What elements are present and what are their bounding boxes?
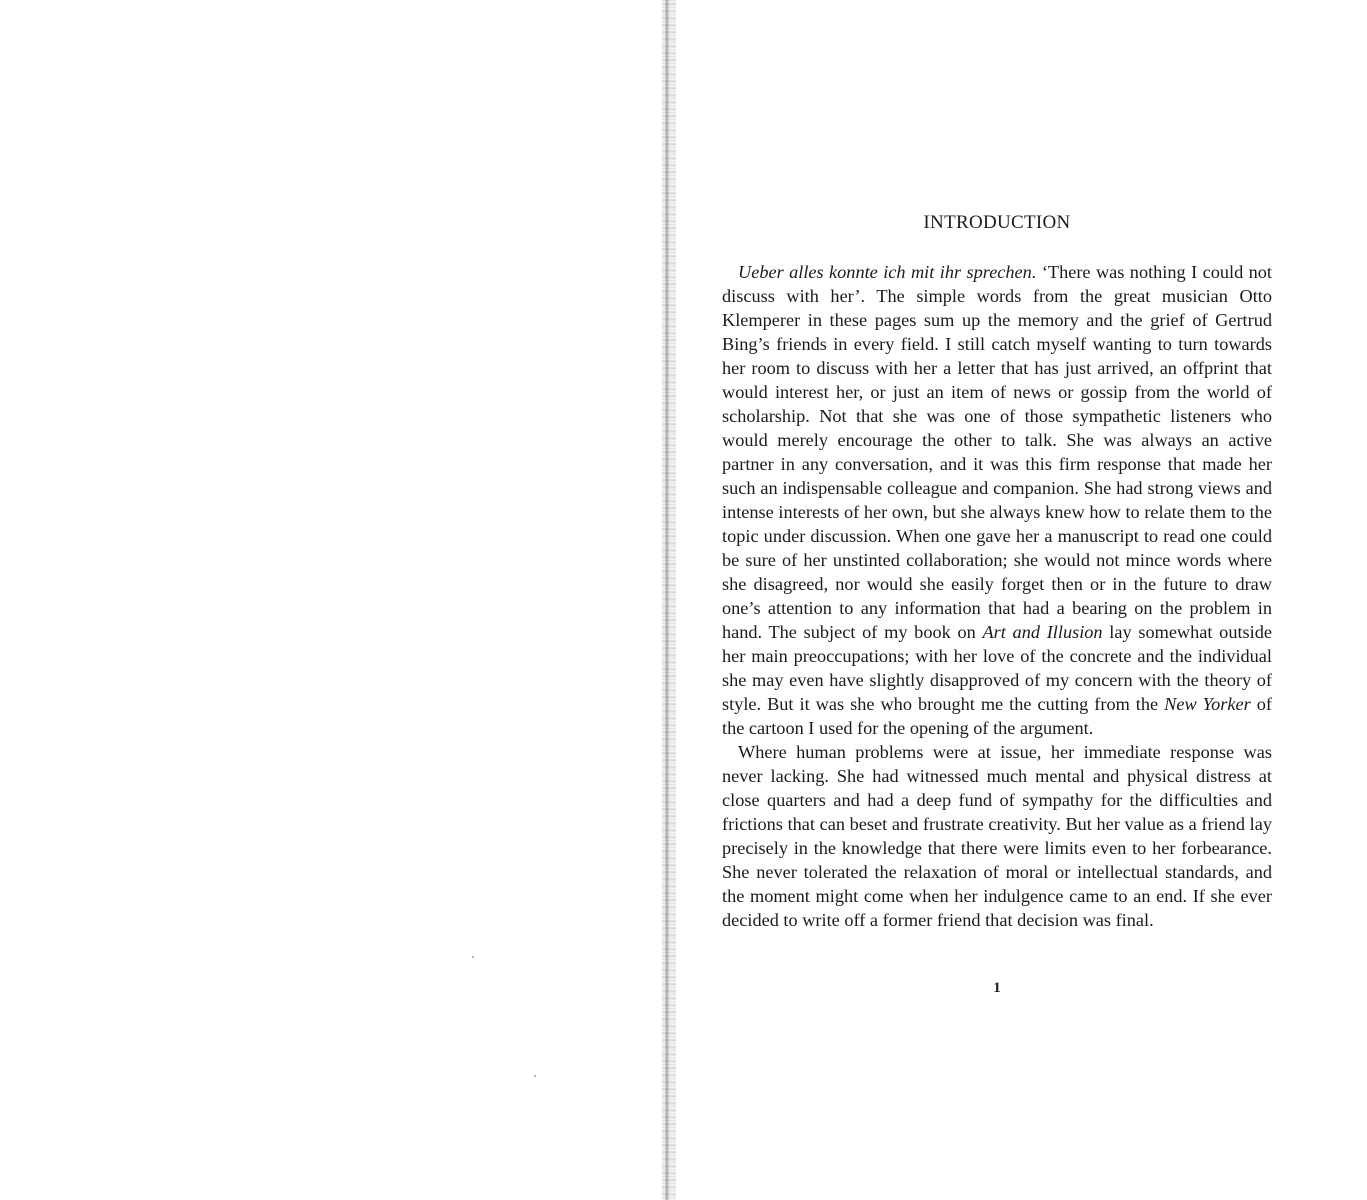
magazine-title-new-yorker: New Yorker	[1164, 694, 1251, 714]
paragraph-2: Where human problems were at issue, her immediate response was never lacking. She had witnessed much mental and physical distress at close quarters and had a deep fund of sympathy for the difficulties and frictions that can beset and frustrate creativity. But her value as a friend lay precisely in the knowledge that there were limits even to her forbearance. She never tolerated the relaxation of moral or intellectual standards, and the moment might come when her indulgence came to an end. If she ever decided to write off a former friend that decision was final.	[722, 742, 1272, 930]
left-page-blank	[0, 0, 662, 1200]
book-gutter	[662, 0, 676, 1200]
german-quote: Ueber alles konnte ich mit ihr sprechen.	[738, 262, 1037, 282]
paragraph-1-text-c: of the cartoon I used for the opening of the argument.	[722, 694, 1272, 738]
paragraph-1-text-b: lay somewhat outside her main preoccupations; with her love of the concrete and the individual she may even have slightly disapproved of my concern with the theory of style. But it was she who brought me the cutting from the	[722, 622, 1272, 714]
body-text	[722, 260, 1272, 932]
paragraph-1-text-a: ‘There was nothing I could not discuss with her’. The simple words from the great musician Otto Klemperer in these pages sum up the memory and the grief of Gertrud Bing’s friends in every field. I still catch myself wanting to turn towards her room to discuss with her a letter that has just arrived, an offprint that would interest her, or just an item of news or gossip from the world of scholarship. Not that she was one of those sympathetic listeners who would merely encourage the other to talk. She was always an active partner in any conversation, and it was this firm response that made her such an indispensable colleague and companion. She had strong views and intense interests of her own, but she always knew how to relate them to the topic under discussion. When one gave her a manuscript to read one could be sure of her unstinted collaboration; she would not mince words where she disagreed, nor would she easily forget then or in the future to draw one’s attention to any information that had a bearing on the problem in hand. The subject of my book on	[722, 262, 1272, 642]
page-number: 1	[993, 980, 1001, 996]
paper-speck	[472, 956, 474, 958]
book-title-art-and-illusion: Art and Illusion	[982, 622, 1103, 642]
chapter-heading: INTRODUCTION	[923, 212, 1071, 233]
paragraph-1	[722, 260, 1272, 740]
paper-speck	[534, 1075, 536, 1077]
